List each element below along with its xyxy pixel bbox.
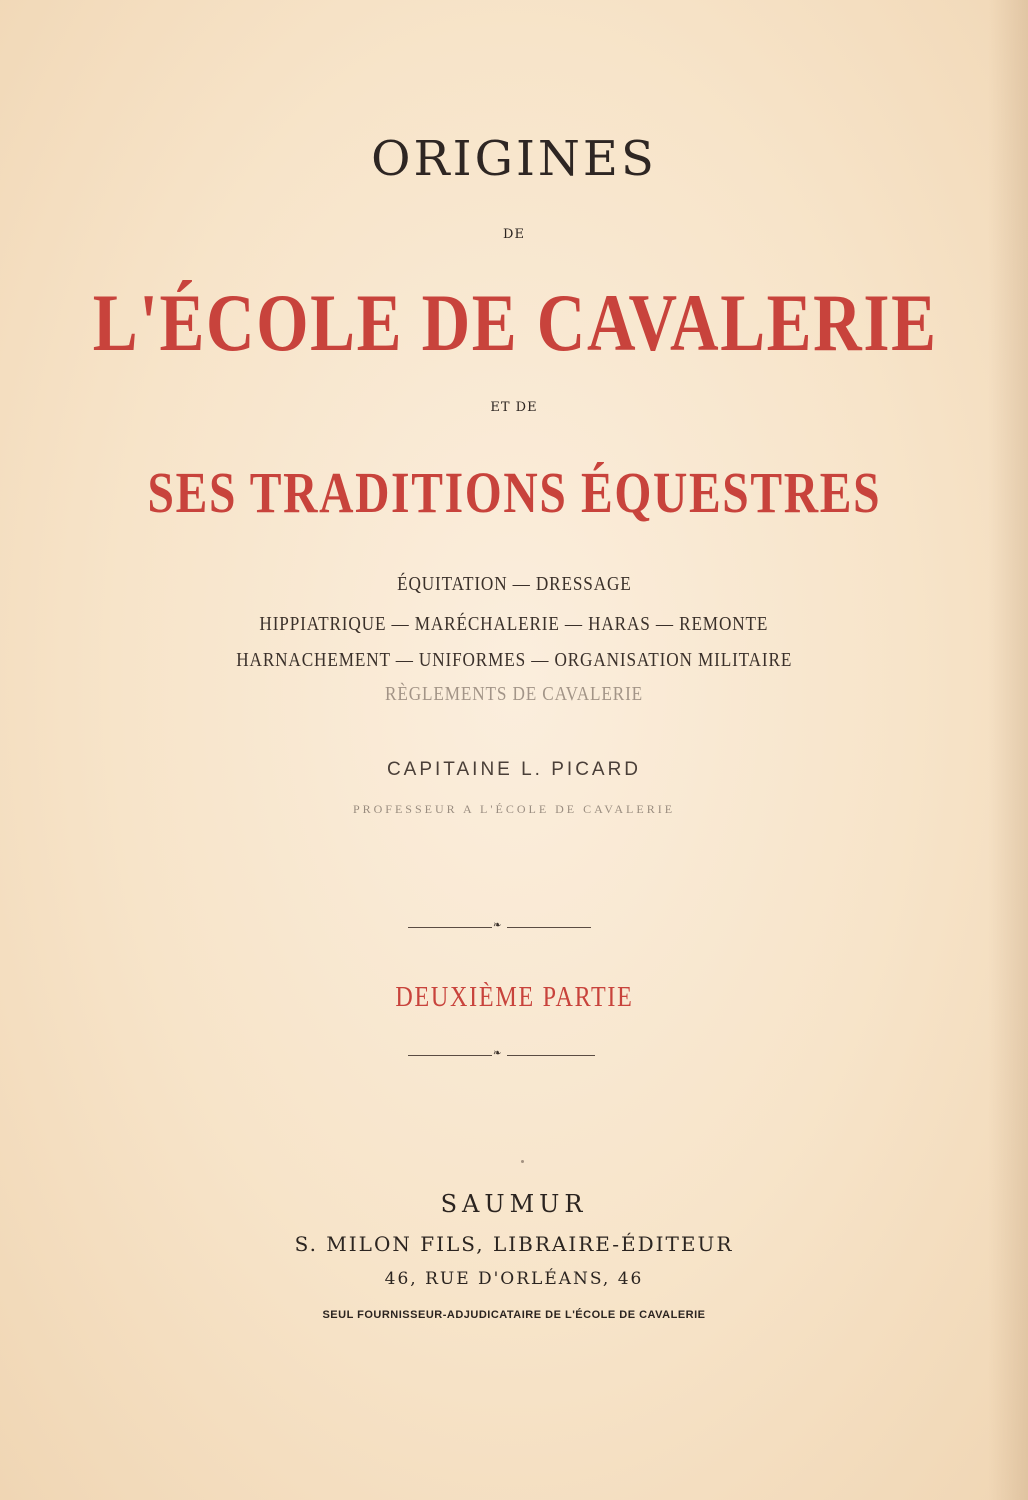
divider-top-left (408, 927, 492, 928)
title-ecole-de-cavalerie (0, 277, 1028, 368)
divider-bottom-left (408, 1055, 492, 1056)
part-label (0, 984, 1028, 1012)
connector-et-de: ET DE (490, 400, 538, 415)
subject-line-3 (0, 650, 1028, 670)
divider-top-right (507, 927, 591, 928)
author-title: PROFESSEUR A L'ÉCOLE DE CAVALERIE (352, 802, 676, 816)
subject-line-3-text: HARNACHEMENT — UNIFORMES — ORGANISATION MILITAIRE (236, 649, 792, 671)
imprint-supplier: SEUL FOURNISSEUR-ADJUDICATAIRE DE L'ÉCOLE DE CAVALERIE (322, 1309, 706, 1321)
connector-de: DE (503, 227, 525, 242)
ink-speck (521, 1160, 524, 1163)
imprint-address: 46, RUE D'ORLÉANS, 46 (384, 1269, 644, 1289)
divider-bottom-right (507, 1055, 595, 1056)
ornament-top-icon: ❧ (493, 920, 502, 931)
subject-line-1 (0, 574, 1028, 594)
subject-line-4-text: RÈGLEMENTS DE CAVALERIE (384, 683, 644, 705)
part-label-text: DEUXIÈME PARTIE (394, 982, 634, 1013)
imprint-city: SAUMUR (440, 1190, 588, 1218)
title-traditions-equestres (0, 460, 1028, 525)
subject-line-1-text: ÉQUITATION — DRESSAGE (396, 573, 632, 595)
author-name: CAPITAINE L. PICARD (386, 759, 642, 780)
ornament-bottom-icon: ❧ (493, 1048, 502, 1059)
imprint-publisher: S. MILON FILS, LIBRAIRE-ÉDITEUR (294, 1232, 734, 1256)
subject-line-4 (0, 684, 1028, 704)
subject-line-2-text: HIPPIATRIQUE — MARÉCHALERIE — HARAS — REMONTE (259, 613, 769, 635)
title-traditions-text: SES TRADITIONS ÉQUESTRES (147, 460, 881, 525)
title-ecole-text: L'ÉCOLE DE CAVALERIE (92, 277, 938, 368)
subject-line-2 (0, 614, 1028, 634)
title-origines: ORIGINES (371, 131, 657, 187)
